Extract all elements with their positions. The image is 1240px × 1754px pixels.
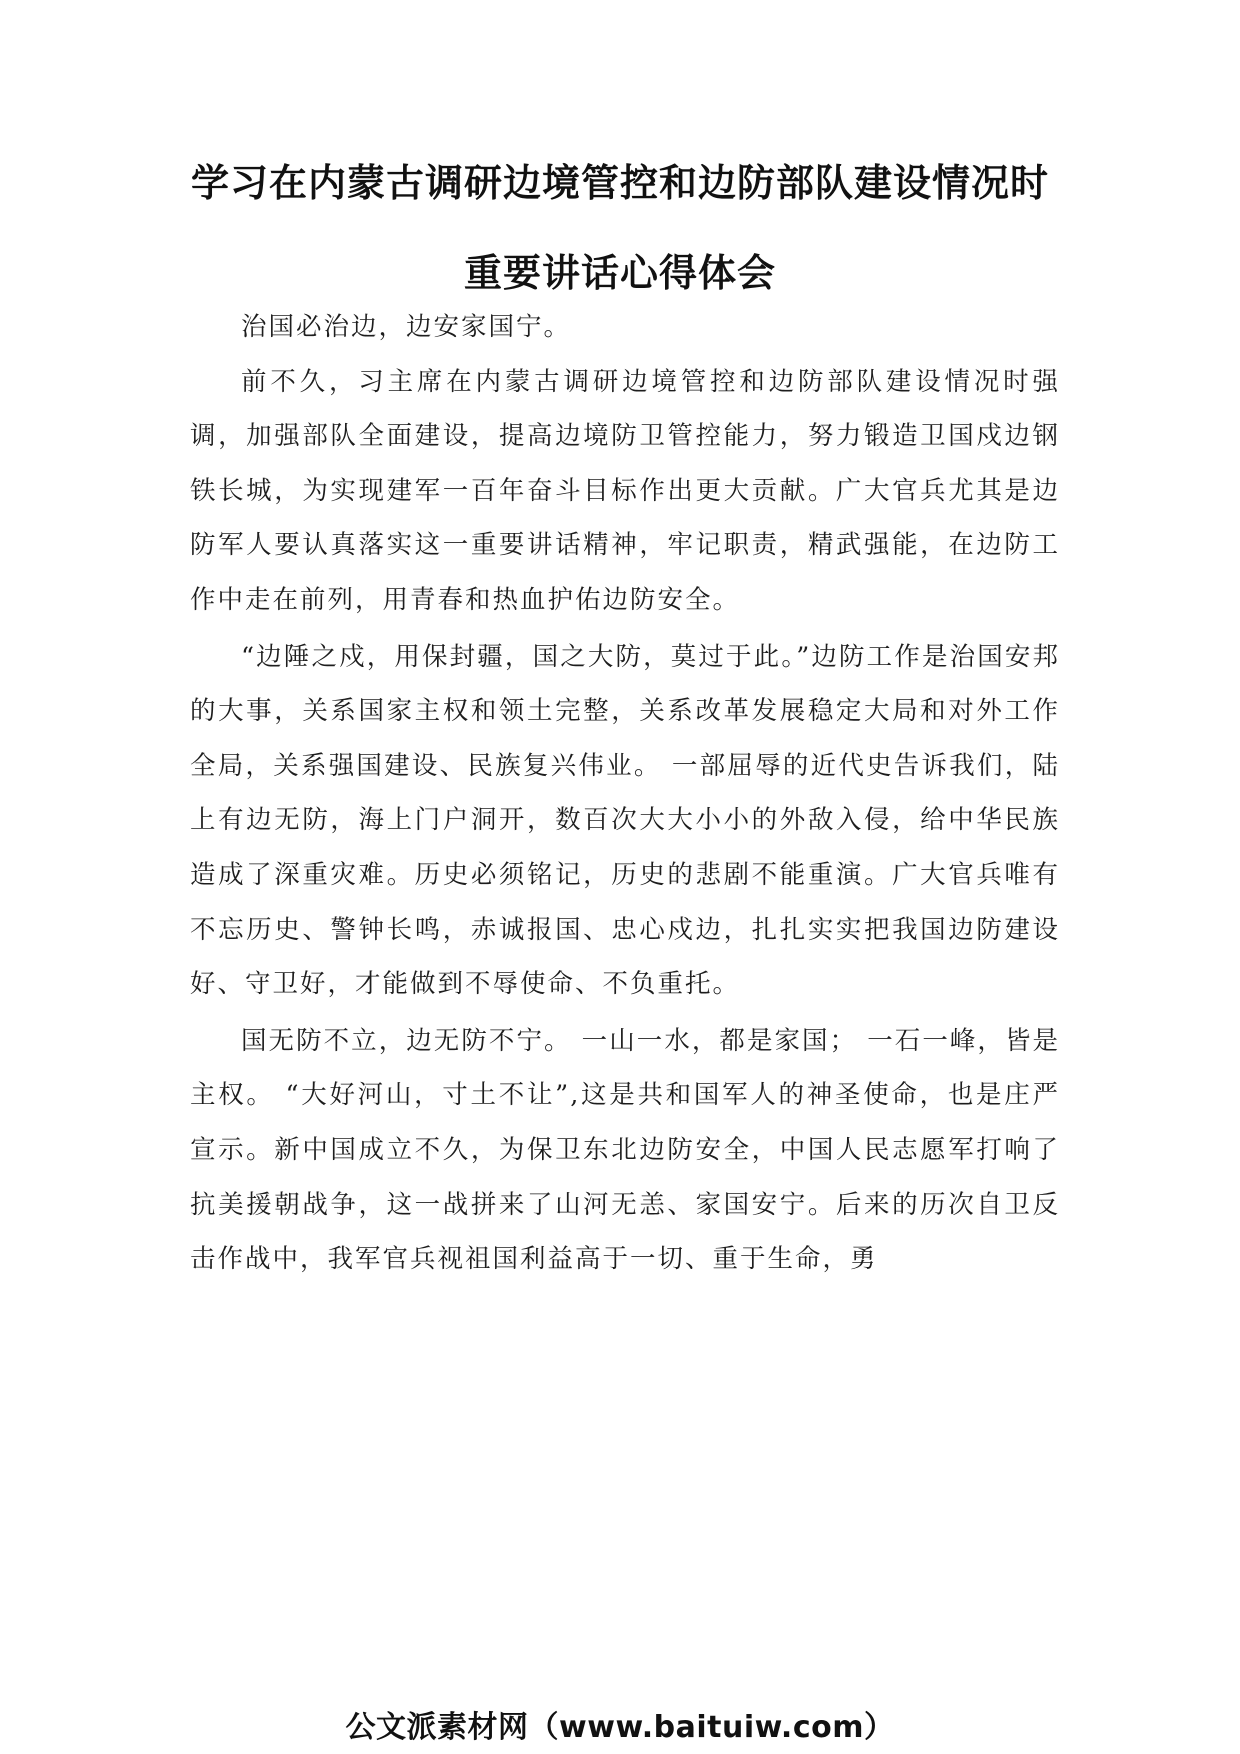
document-title-line-1: 学习在内蒙古调研边境管控和边防部队建设情况时 bbox=[190, 161, 1049, 205]
document-title-line-2: 重要讲话心得体会 bbox=[463, 251, 776, 295]
paragraph-4: 国无防不立，边无防不宁。 一山一水，都是家国； 一石一峰，皆是主权。 “大好河山，寸土不让”,这是共和国军人的神圣使命，也是庄严宣示。新中国成立不久，为保卫东北边防安全，中国人民志愿军打响了抗美援朝战争，这一战拼来了山河无恙、家国安宁。后来的历次自卫反击作战中，我军官兵视祖国利益高于一切、重于生命，勇 bbox=[190, 1025, 1060, 1275]
document-body bbox=[190, 300, 1060, 1287]
paragraph-3: “边陲之戍，用保封疆，国之大防，莫过于此。”边防工作是治国安邦的大事，关系国家主权和领土完整，关系改革发展稳定大局和对外工作全局，关系强国建设、民族复兴伟业。 一部屈辱的近代史告诉我们，陆上有边无防，海上门户洞开，数百次大大小小的外敌入侵，给中华民族造成了深重灾难。历史必须铭记，历史的悲剧不能重演。广大官兵唯有不忘历史、警钟长鸣，赤诚报国、忠心戍边，扎扎实实把我国边防建设好、守卫好，才能做到不辱使命、不负重托。 bbox=[190, 641, 1060, 1000]
footer-source: 公文派素材网（www.baituiw.com） bbox=[345, 1710, 895, 1745]
paragraph-2: 前不久，习主席在内蒙古调研边境管控和边防部队建设情况时强调，加强部队全面建设，提高边境防卫管控能力，努力锻造卫国戍边钢铁长城，为实现建军一百年奋斗目标作出更大贡献。广大官兵尤其是边防军人要认真落实这一重要讲话精神，牢记职责，精武强能，在边防工作中走在前列，用青春和热血护佑边防安全。 bbox=[190, 366, 1060, 615]
paragraph-1: 治国必治边，边安家国宁。 bbox=[241, 312, 572, 342]
